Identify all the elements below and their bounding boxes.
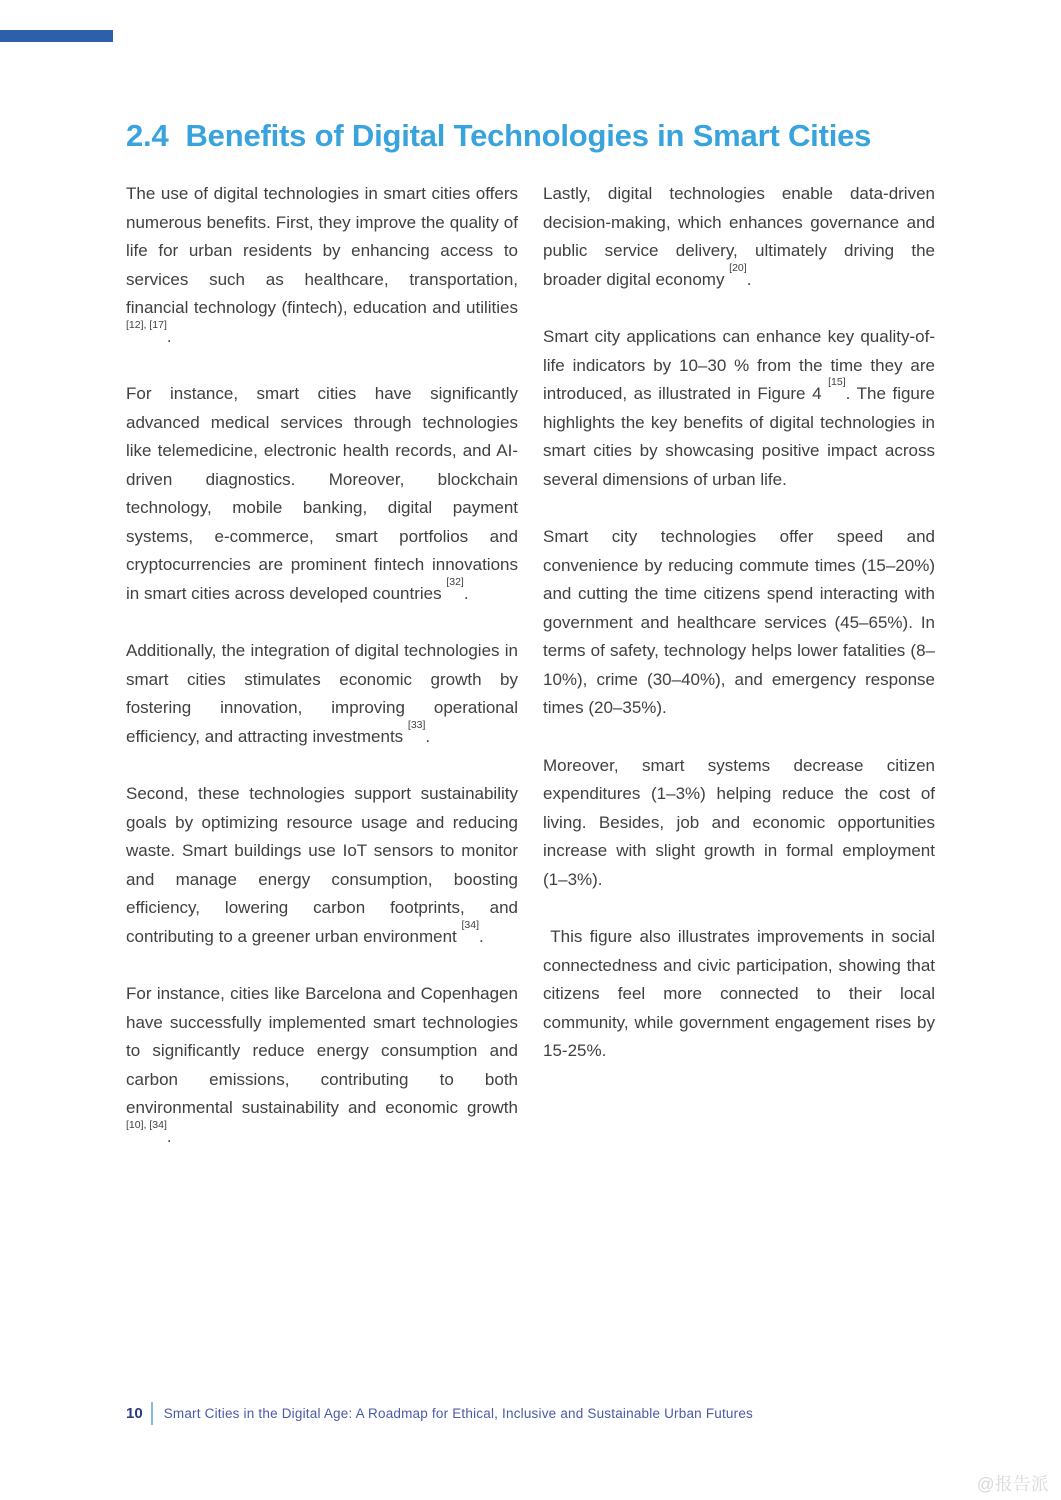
left-column [126, 180, 518, 1180]
body-paragraph: For instance, smart cities have significantly advanced medical services through technologies like telemedicine, electronic health records, and AI-driven diagnostics. Moreover, blockchain technology, mobile banking, digital payment systems, e-commerce, smart portfolios and cryptocurrencies are prominent fintech innovations in smart cities across developed countries [32]. [126, 384, 518, 603]
body-paragraph: Moreover, smart systems decrease citizen expenditures (1–3%) helping reduce the cost of living. Besides, job and economic opportunities increase with slight growth in formal employment (1–3%). [543, 755, 935, 889]
body-paragraph: Second, these technologies support sustainability goals by optimizing resource usage and reducing waste. Smart buildings use IoT sensors to monitor and manage energy consumption, boosting efficiency, lowering carbon footprints, and contributing to a greener urban environment [34]. [126, 784, 518, 946]
watermark: @报告派 [976, 1474, 1049, 1494]
citation-reference: [10], [34] [126, 1118, 167, 1131]
page-content [126, 112, 936, 1180]
body-paragraph: This figure also illustrates improvements in social connectedness and civic participation, showing that citizens feel more connected to their local community, while government engagement rises by 15-25%. [543, 927, 935, 1060]
body-paragraph: For instance, cities like Barcelona and Copenhagen have successfully implemented smart technologies to significantly reduce energy consumption and carbon emissions, contributing to both environmental sustainability and economic growth [10], [34]. [126, 984, 518, 1146]
right-column [543, 180, 935, 1180]
section-number: 2.4 [126, 118, 169, 153]
body-paragraph: Lastly, digital technologies enable data-driven decision-making, which enhances governance and public service delivery, ultimately driving the broader digital economy [20]. [543, 184, 935, 289]
two-column-body [126, 180, 936, 1180]
citation-reference: [15] [828, 376, 846, 389]
page-footer [126, 1401, 753, 1425]
citation-reference: [12], [17] [126, 318, 167, 331]
footer-title: Smart Cities in the Digital Age: A Roadmap for Ethical, Inclusive and Sustainable Urban Futures [163, 1405, 753, 1421]
body-paragraph: Smart city technologies offer speed and convenience by reducing commute times (15–20%) and cutting the time citizens spend interacting with government and healthcare services (45–65%). In terms of safety, technology helps lower fatalities (8–10%), crime (30–40%), and emergency response times (20–35%). [543, 527, 935, 717]
citation-reference: [33] [407, 718, 426, 731]
citation-reference: [32] [446, 575, 464, 588]
section-title: Benefits of Digital Technologies in Smart Cities [185, 118, 872, 153]
citation-reference: [34] [461, 918, 479, 931]
footer-divider [151, 1402, 153, 1425]
citation-reference: [20] [729, 261, 747, 274]
body-paragraph: Smart city applications can enhance key quality-of-life indicators by 10–30 % from the time they are introduced, as illustrated in Figure 4 [15]. The figure highlights the key benefits of digital technologies in smart cities by showcasing positive impact across several dimensions of urban life. [543, 327, 935, 489]
body-paragraph: Additionally, the integration of digital technologies in smart cities stimulates economic growth by fostering innovation, improving operational efficiency, and attracting investments [33]. [126, 641, 518, 746]
body-paragraph: The use of digital technologies in smart cities offers numerous benefits. First, they improve the quality of life for urban residents by enhancing access to services such as healthcare, transportation, financial technology (fintech), education and utilities [12], [17]. [126, 184, 518, 346]
section-heading [126, 112, 908, 160]
top-accent-bar [0, 30, 113, 42]
page-number: 10 [126, 1404, 143, 1422]
